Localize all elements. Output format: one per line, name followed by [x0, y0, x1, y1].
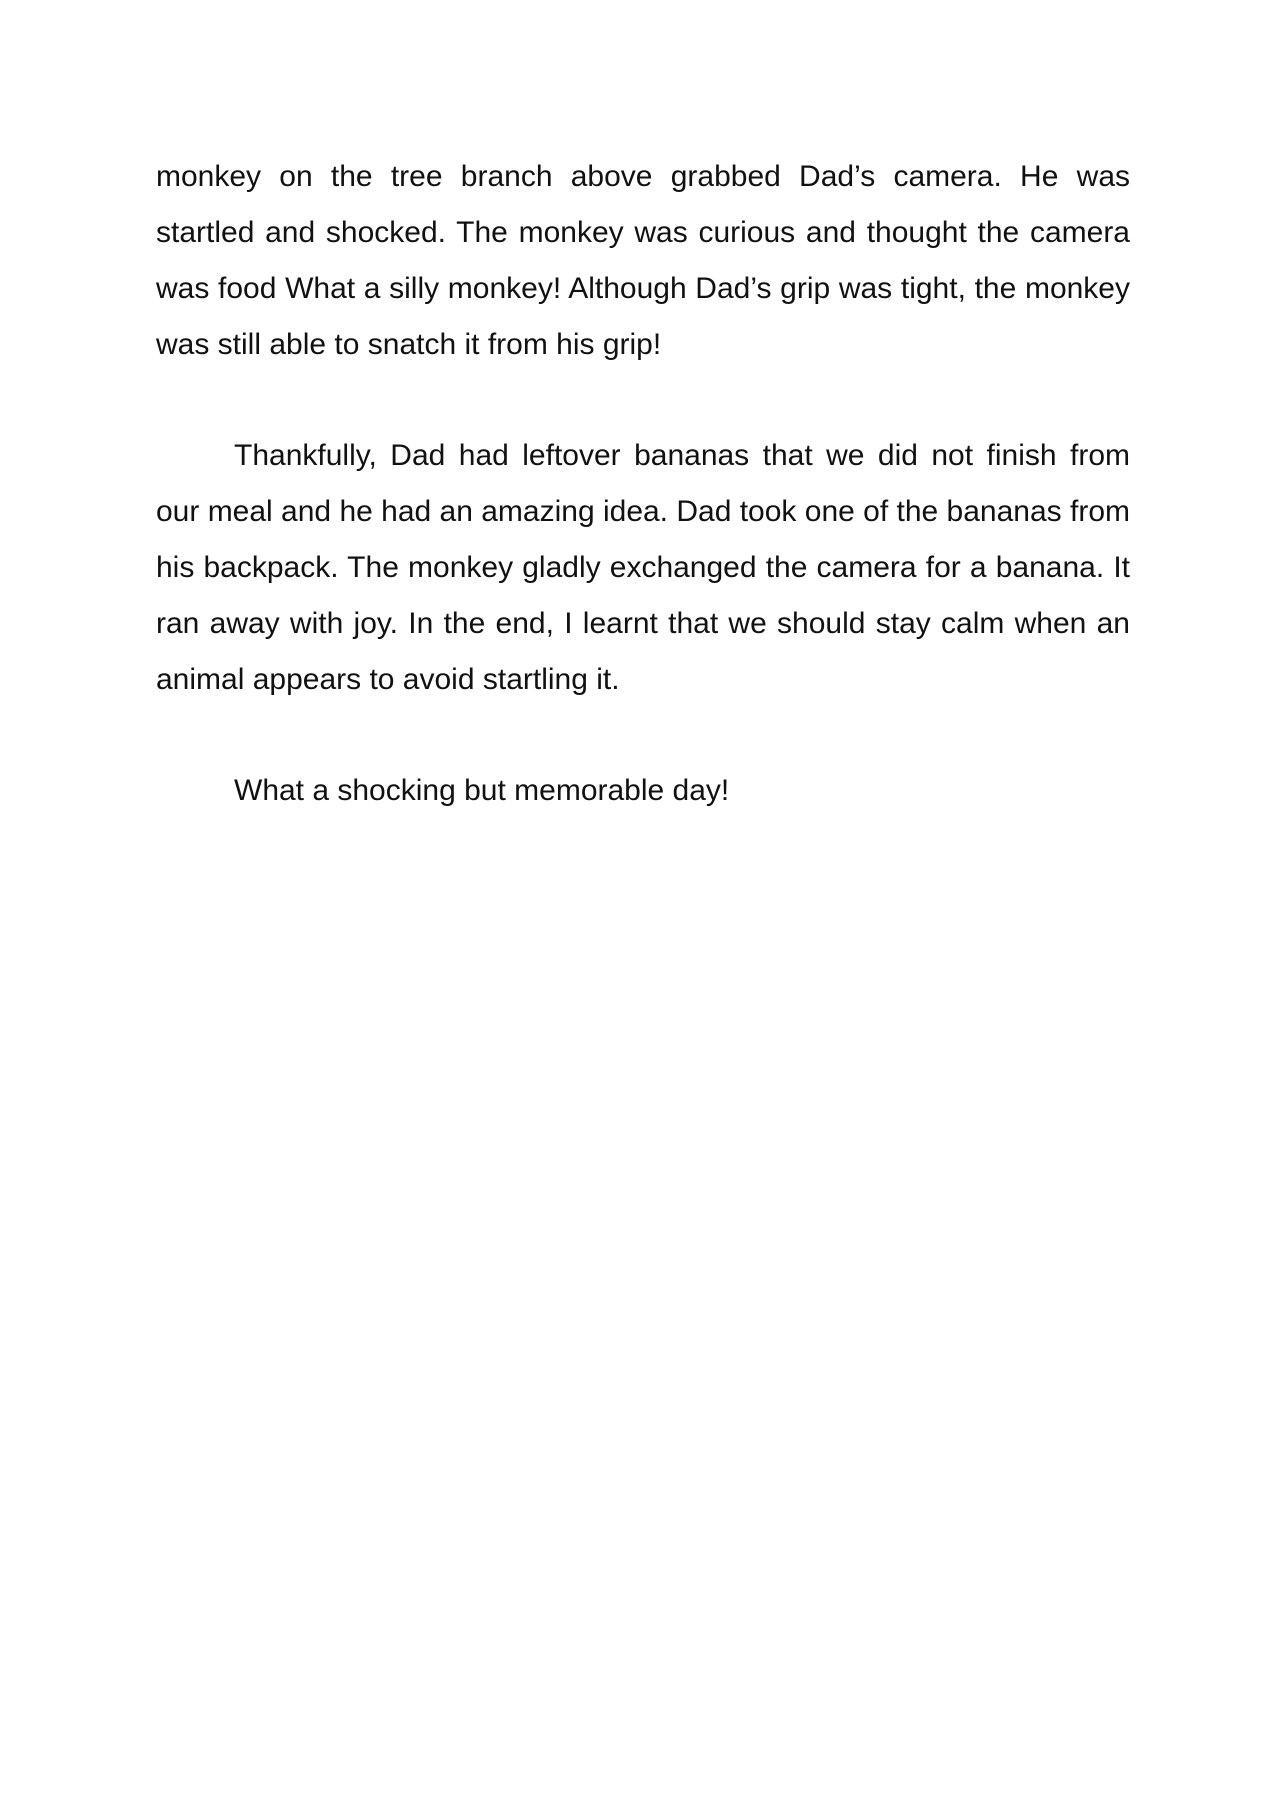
- paragraph-2: Thankfully, Dad had leftover bananas that we did not finish from our meal and he had an amazing idea. Dad took one of the bananas from his backpack. The monkey gladly exchanged the camera for a banana. It ran away with joy. In the end, I learnt that we should stay calm when an animal appears to avoid startling it.: [156, 439, 1130, 696]
- paragraph-1: monkey on the tree branch above grabbed Dad’s camera. He was startled and shocked. The monkey was curious and thought the camera was food What a silly monkey! Although Dad’s grip was tight, the monkey was still able to snatch it from his grip!: [156, 160, 1130, 361]
- document-body: [156, 149, 1130, 819]
- paragraph-3: What a shocking but memorable day!: [234, 774, 730, 807]
